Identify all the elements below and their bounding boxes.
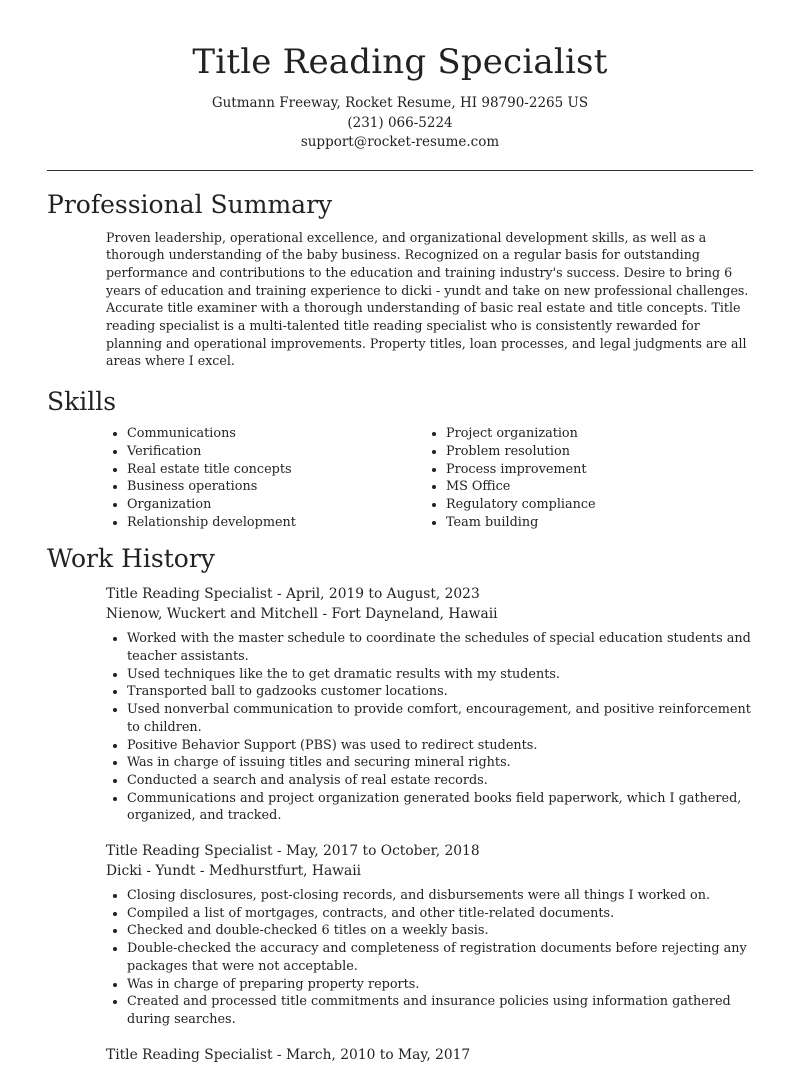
job-duties-list [106,630,753,825]
job-role-dates: Title Reading Specialist - April, 2019 to August, 2023 [106,586,480,603]
resume-header [0,0,800,153]
skill-item: • Regulatory compliance [446,496,744,514]
skill-item: • Process improvement [446,461,744,479]
skill-item: • Project organization [446,425,744,443]
skill-item: • Problem resolution [446,443,744,461]
skills-columns [106,425,753,531]
skills-heading: Skills [47,387,117,417]
summary-heading: Professional Summary [47,189,333,219]
skill-item: • Real estate title concepts [127,461,425,479]
skill-item: • Communications [127,425,425,443]
contact-address: Gutmann Freeway, Rocket Resume, HI 98790-2265 US [211,95,589,111]
job-duty: • Was in charge of preparing property reports. [127,976,753,994]
job-role-dates: Title Reading Specialist - May, 2017 to October, 2018 [106,843,480,860]
job-duty: • Conducted a search and analysis of real estate records. [127,772,753,790]
job-entry [106,584,753,825]
job-duty: • Worked with the master schedule to coordinate the schedules of special education students and teacher assistants. [127,630,753,665]
skill-item: • Team building [446,514,744,532]
job-duty: • Used techniques like the to get dramatic results with my students. [127,666,753,684]
contact-info [0,94,800,153]
job-duty: • Positive Behavior Support (PBS) was used to redirect students. [127,737,753,755]
job-entry [106,1045,753,1065]
contact-phone: (231) 066-5224 [347,114,453,131]
skills-right-list [425,425,744,531]
job-duty: • Communications and project organization generated books field paperwork, which I gathered, organized, and tracked. [127,790,753,825]
job-duty: • Transported ball to gadzooks customer locations. [127,683,753,701]
summary-text: Proven leadership, operational excellence, and organizational development skills, as well as a thorough understanding of the baby business. Recognized on a regular basis for outstanding performance and contributions to the education and training industry's success. Desire to bring 6 years of education and training experience to dicki - yundt and take on new professional challenges. Accurate title examiner with a thorough understanding of basic real estate and title concepts. Title reading specialist is a multi-talented title reading specialist who is consistently rewarded for planning and operational improvements. Property titles, loan processes, and legal judgments are all areas where I excel. [106,229,749,369]
job-duty: • Used nonverbal communication to provide comfort, encouragement, and positive reinforcement to children. [127,701,753,736]
skill-item: • Relationship development [127,514,425,532]
header-divider [47,170,753,171]
contact-email: support@rocket-resume.com [300,134,500,150]
skill-item: • Business operations [127,478,425,496]
job-entry [106,841,753,1029]
job-duty: • Was in charge of issuing titles and securing mineral rights. [127,754,753,772]
job-role-dates: Title Reading Specialist - March, 2010 to May, 2017 [106,1046,471,1063]
candidate-name: Title Reading Specialist [192,42,608,82]
job-company-location: Nienow, Wuckert and Mitchell - Fort Dayneland, Hawaii [106,606,498,623]
job-duty: • Checked and double-checked 6 titles on a weekly basis. [127,922,753,940]
job-duty: • Double-checked the accuracy and completeness of registration documents before rejecting any packages that were not acceptable. [127,940,753,975]
skills-left-list [106,425,425,531]
skill-item: • Verification [127,443,425,461]
job-duty: • Compiled a list of mortgages, contracts, and other title-related documents. [127,905,753,923]
job-duty: • Created and processed title commitments and insurance policies using information gathered during searches. [127,993,753,1028]
job-duties-list [106,887,753,1029]
skill-item: • MS Office [446,478,744,496]
job-company-location: Dicki - Yundt - Medhurstfurt, Hawaii [106,863,362,880]
job-duty: • Closing disclosures, post-closing records, and disbursements were all things I worked on. [127,887,753,905]
skill-item: • Organization [127,496,425,514]
work-history-heading: Work History [47,544,215,574]
